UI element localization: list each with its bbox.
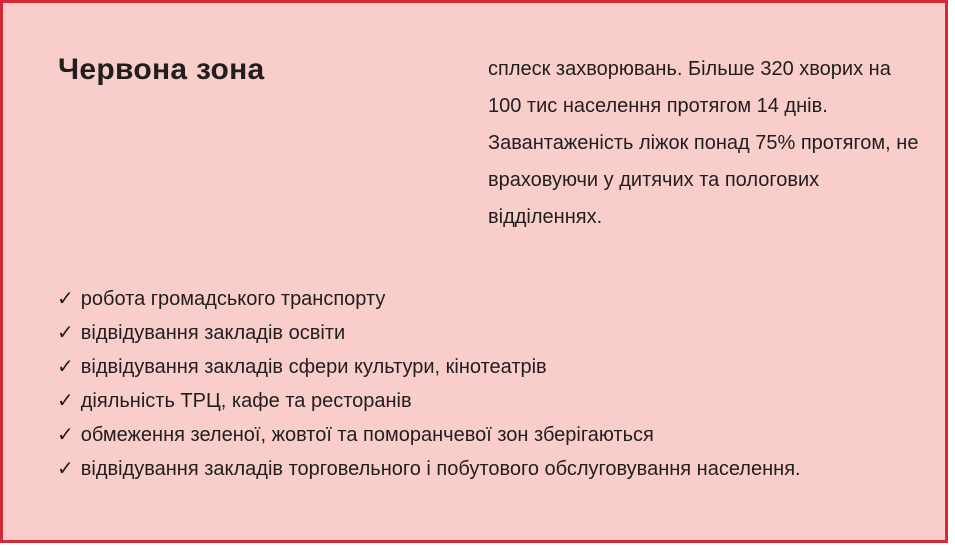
restriction-text: робота громадського транспорту [80, 288, 386, 310]
zone-title: Червона зона [58, 53, 265, 86]
zone-description: сплеск захворювань. Більше 320 хворих на 100 тис населення протягом 14 днів. Завантаженість ліжок понад 75% протягом, не враховуючи у дитячих та пологових відділеннях. [488, 58, 919, 228]
check-icon: ✓ [57, 288, 74, 310]
check-icon: ✓ [57, 424, 74, 446]
restriction-text: обмеження зеленої, жовтої та поморанчевої зон зберігаються [80, 424, 654, 446]
restriction-item [57, 452, 937, 486]
check-icon: ✓ [57, 322, 74, 344]
check-icon: ✓ [57, 390, 74, 412]
restriction-text: діяльність ТРЦ, кафе та ресторанів [80, 390, 412, 412]
restriction-item [57, 350, 937, 384]
restriction-item [57, 316, 937, 350]
restriction-text: відвідування закладів сфери культури, кінотеатрів [80, 356, 547, 378]
check-icon: ✓ [57, 356, 74, 378]
restriction-text: відвідування закладів торговельного і побутового обслуговування населення. [80, 458, 801, 480]
restrictions-list [57, 282, 937, 486]
restriction-item [57, 418, 937, 452]
restriction-item [57, 282, 937, 316]
restriction-item [57, 384, 937, 418]
restriction-text: відвідування закладів освіти [80, 322, 346, 344]
check-icon: ✓ [57, 458, 74, 480]
